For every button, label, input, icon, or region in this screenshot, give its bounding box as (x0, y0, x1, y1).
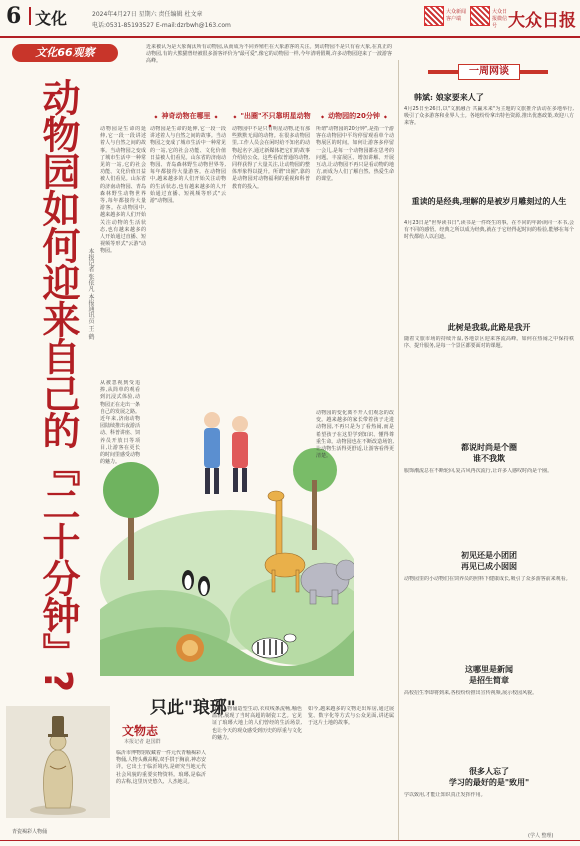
banner-label: 一周网谈 (458, 64, 520, 80)
qr-code-icon (424, 6, 444, 26)
qr-label-wechat: 大众日报微信号 (492, 9, 508, 29)
artifact-photo (6, 706, 110, 818)
photo-caption: 青瓷褐彩人物俑 (12, 829, 48, 835)
column-divider (398, 60, 399, 840)
column-2: 动物园中不是只有明星动物,还有那些默默无闻的动物。在很多动物园里,工作人员会在闲时给不知名的动物起名字,通过新媒体把它们的故事介绍给公众。这些看似普通的动物,同样获得了大量关注,让动物园的整体形象得以提升。所谓"出圈",靠的是动物园对动物福利的重视和科普教育的投入。 (232, 126, 310, 190)
section-tag: 文化66观察 (12, 44, 118, 62)
wenwu-text-1: 临沂市博物馆收藏着一件元代青釉褐彩人物俑,人物头戴高帽,双手拱于胸前,神态安详。它出土于临沂境内,是研究当地元代社会风貌的重要实物资料。琅琊,是临沂的古称,这里历史悠久、人杰地灵。 (116, 750, 206, 785)
header-divider (29, 7, 31, 25)
bottom-headline: 只此"琅琊" (150, 698, 236, 718)
subhead-2: ◆ "出圈"不只靠明星动物 ◆ (228, 111, 312, 129)
page-name: 文化 (35, 9, 68, 28)
wenwu-text-3: 如今,越来越多的文物走出库房,通过展览、数字化等方式与公众见面,讲述属于这片土地的故事。 (308, 706, 394, 727)
page-number: 6 (6, 3, 22, 29)
wenwu-text-2: 这件人物俑造型生动,衣纹线条流畅,釉色温润,展现了当时高超的制瓷工艺。它见证了琅琊大地上的人们曾经的生活场景,也让今天的观众感受到历史的厚重与文化的魅力。 (212, 706, 302, 741)
right-head-7: 很多人忘了 学习的最好的是"致用" (448, 766, 530, 787)
page-header (0, 0, 580, 38)
column-lower-left: 从被忽视到受追捧,从简单的观看到沉浸式体验,动物园正在走出一条自己的发展之路。近年来,济南动物园陆续推出夜游活动、科普讲座、饲养员开放日等项目,让游客在更长的时间里感受动物的魅力。 (100, 380, 140, 466)
right-para-1: 4月25日至26日,以"文旅融合 共赢未来"为主题的文旅推介活动在多地举行,吸引了众多游客和业界人士。各地纷纷拿出特色资源,推出优惠政策,欢迎八方来客。 (404, 106, 574, 127)
byline: 本报记者 张依凡 本报通讯员 王 鹤 (87, 248, 94, 340)
right-head-2: 重读的是经典,理解的是被岁月雕刻过的人生 (411, 196, 567, 206)
wenwu-label (122, 722, 158, 739)
subhead-1: ◆ 神奇动物在哪里 ◆ (146, 111, 226, 121)
column-3: 所谓"动物园的20分钟",是指一个游客在动物园中平均停留观看单个动物展区的时间。如何让游客多停留一会儿,是每一个动物园都在思考的问题。丰富展区、增加讲解、开展互动,让动物园不再只是看动物的地方,而成为人们了解自然、热爱生命的课堂。 (316, 126, 394, 183)
column-intro-left: 动物园是生命的延伸,它一段一段讲述着人与自然之间的故事。当动物园之变成了城市生活中一种常见的一站,它的社会功能、文化价值日益被人们看见。山东省的济南动物园、青岛森林野生动物世界等,每年都接待大量游客。在动物园中,越来越多的人们开始关注动物的生活状态,也有越来越多的人开始通过直播、短视频等形式"云游"动物园。 (100, 126, 146, 255)
right-para-7: 学以致用,才能让知识真正发挥作用。 (404, 792, 486, 798)
right-head-4: 都说时尚是个圈 谁不我欺 (461, 442, 517, 463)
page-footer (0, 840, 580, 846)
intro-paragraph: 近来被认为是大象淘汰所有动物园,从而成为不同养殖栏在大象游客的关注。到动物园不是只有看大象,在真正的动物园,有的大熊猫曾经被很多游客评价为"最可爱",像它的动物园一样,今年清明假期,许多动物园迎来了一波游客高峰。 (146, 44, 392, 65)
right-para-6: 高校招生季即将到来,各校纷纷推出宣传视频,展示校园风貌。 (404, 690, 538, 696)
column-1: 动物园是生命的延伸,它一段一段讲述着人与自然之间的故事。当动物园之变成了城市生活中一种常见的一站,它的社会功能、文化价值日益被人们看见。山东省的济南动物园、青岛森林野生动物世界等,每年都接待大量游客。在动物园中,越来越多的人们开始关注动物的生活状态,也有越来越多的人开始通过直播、短视频等形式"云游"动物园。 (150, 126, 226, 205)
column-lower-right: 动物园的变化离不开人们观念的改变。越来越多的家长带着孩子走进动物园,不再只是为了看热闹,而是希望孩子在这里学到知识、懂得尊重生命。动物园也在不断改造场馆,让动物生活得更舒适,让游客看得更清楚。 (316, 410, 394, 460)
qr-code-icon (470, 6, 490, 26)
right-para-2: 4月23日是"世界读书日",读书是一件终生的事。在不同的年龄读同一本书,会有不同的感悟。经典之所以成为经典,就在于它经得起时间的检验,能够在每个时代都给人以启迪。 (404, 220, 574, 241)
right-signature: (学人 整理) (528, 833, 554, 839)
right-author-1: 韩斌: 娘家要来人了 (414, 92, 484, 102)
right-para-5: 动物园里的小动物们在饲养员的照料下健康成长,吸引了众多游客前来观看。 (404, 576, 571, 582)
wenwu-label-text: 文物志 (122, 724, 159, 738)
header-meta-contact: 电话:0531-85193527 E-mail:dzrbwh@163.com (92, 22, 231, 29)
subhead-3: ◆ 动物园的20分钟 ◆ (312, 111, 396, 121)
headline: 动物园如何迎来自己的『二十分钟』? (36, 78, 80, 692)
right-head-6: 这哪里是新闻 是招生简章 (465, 664, 513, 685)
header-meta-date: 2024年4月27日 星期六 责任编辑 杜文章 (92, 11, 203, 18)
right-para-3: 随着文旅市场的持续升温,各地景区迎来客流高峰。如何在热闹之中保持秩序、提升服务,是每一个景区都要面对的课题。 (404, 336, 574, 350)
right-head-5: 初见还是小团团 再见已成小囡囡 (461, 550, 517, 571)
right-para-4: 服饰潮流总在不断轮回,复古风再次流行,让许多人感叹时尚是个圈。 (404, 468, 553, 474)
right-banner (428, 62, 548, 82)
wenwu-byline: 本报记者 赵国群 (124, 739, 161, 745)
right-head-3: 此树是我栽,此路是我开 (447, 322, 531, 332)
qr-label-app: 大众新闻客户端 (446, 9, 467, 22)
newspaper-logo: 大众日报 (508, 11, 576, 31)
